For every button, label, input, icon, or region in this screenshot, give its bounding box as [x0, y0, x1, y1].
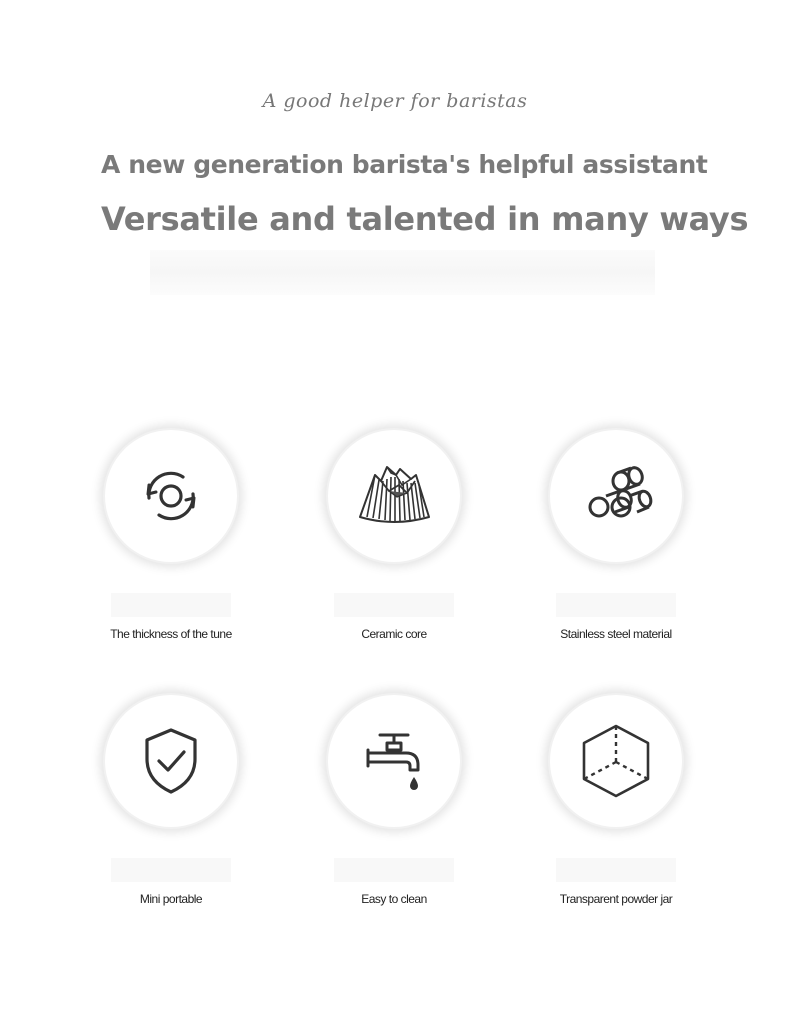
faint-caption — [556, 593, 676, 617]
feature-label: Transparent powder jar — [559, 892, 673, 906]
faint-caption — [111, 858, 231, 882]
faint-caption — [556, 858, 676, 882]
subheadline: Versatile and talented in many ways — [101, 200, 749, 238]
feature-label: Stainless steel material — [560, 627, 672, 641]
tagline: A good helper for baristas — [262, 90, 528, 112]
rotate-adjust-icon — [135, 460, 207, 532]
faint-caption — [334, 593, 454, 617]
steel-bars-icon — [579, 459, 653, 533]
faint-caption — [111, 593, 231, 617]
feature-label: The thickness of the tune — [110, 627, 232, 641]
icon-circle — [550, 430, 682, 562]
feature-label: Easy to clean — [361, 892, 427, 906]
feature-label: Mini portable — [139, 892, 203, 906]
feature-label: Ceramic core — [361, 627, 427, 641]
headline: A new generation barista's helpful assistant — [101, 150, 708, 179]
icon-circle — [550, 695, 682, 827]
ceramic-core-icon — [353, 455, 435, 537]
shield-check-icon — [136, 723, 206, 799]
icon-circle — [105, 430, 237, 562]
icon-circle — [105, 695, 237, 827]
icon-circle — [328, 695, 460, 827]
faint-band — [150, 250, 655, 295]
water-tap-icon — [358, 723, 430, 799]
hexagon-cube-icon — [578, 721, 654, 801]
faint-caption — [334, 858, 454, 882]
icon-circle — [328, 430, 460, 562]
